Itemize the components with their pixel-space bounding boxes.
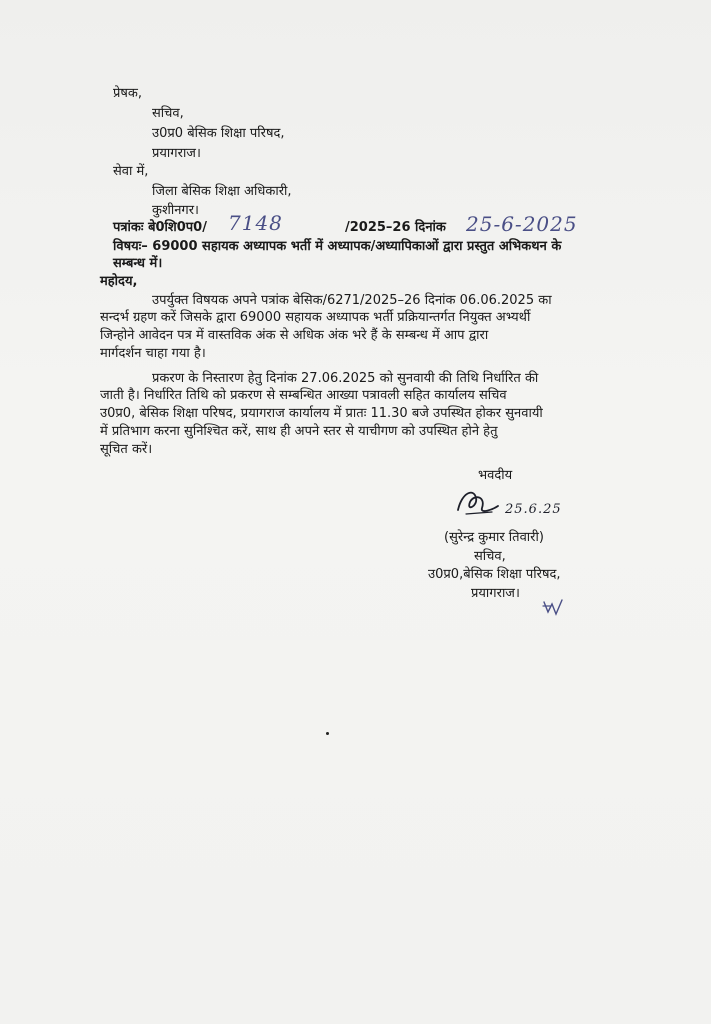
signature-scribble xyxy=(452,484,512,524)
signature-date-handwritten: 25.6.25 xyxy=(505,502,562,517)
para1-line-2: सन्दर्भ ग्रहण करें जिसके द्वारा 69000 सहायक अध्यापक भर्ती प्रक्रियान्तर्गत नियुक्त अभ्यर्थी xyxy=(100,310,531,325)
subject-line-2: सम्बन्ध में। xyxy=(113,256,163,271)
reference-prefix: पत्रांकः बे0शि0प0/ xyxy=(113,220,207,235)
para2-line-1: प्रकरण के निस्तारण हेतु दिनांक 27.06.2025 को सुनवायी की तिथि निर्धारित की xyxy=(152,371,539,386)
sender-designation: सचिव, xyxy=(152,106,184,121)
para2-line-5: सूचित करें। xyxy=(100,442,153,457)
signatory-title: सचिव, xyxy=(474,549,506,564)
initials-mark xyxy=(540,596,570,620)
para1-line-4: मार्गदर्शन चाहा गया है। xyxy=(100,346,206,361)
sender-label: प्रेषक, xyxy=(113,86,143,101)
para1-line-3: जिन्होने आवेदन पत्र में वास्तविक अंक से अधिक अंक भरे हैं के सम्बन्ध में आप द्वारा xyxy=(100,328,489,343)
sender-city: प्रयागराज। xyxy=(152,146,201,161)
reference-date-handwritten: 25-6-2025 xyxy=(466,212,578,236)
para2-line-2: जाती है। निर्धारित तिथि को प्रकरण से सम्बन्धित आख्या पत्रावली सहित कार्यालय सचिव xyxy=(100,388,507,403)
recipient-designation: जिला बेसिक शिक्षा अधिकारी, xyxy=(152,184,292,199)
closing: भवदीय xyxy=(478,468,513,483)
para2-line-4: में प्रतिभाग करना सुनिश्चित करें, साथ ही अपने स्तर से याचीगण को उपस्थित होने हेतु xyxy=(100,424,498,439)
signatory-city: प्रयागराज। xyxy=(471,586,520,601)
salutation: महोदय, xyxy=(100,274,138,289)
signatory-organization: उ0प्र0,बेसिक शिक्षा परिषद, xyxy=(428,567,561,582)
reference-number-handwritten: 7148 xyxy=(228,211,283,235)
recipient-label: सेवा में, xyxy=(113,164,149,179)
para1-line-1: उपर्युक्त विषयक अपने पत्रांक बेसिक/6271/2025–26 दिनांक 06.06.2025 का xyxy=(152,293,552,308)
recipient-district: कुशीनगर। xyxy=(152,203,199,218)
sender-organization: उ0प्र0 बेसिक शिक्षा परिषद, xyxy=(152,126,285,141)
para2-line-3: उ0प्र0, बेसिक शिक्षा परिषद, प्रयागराज कार्यालय में प्रातः 11.30 बजे उपस्थित होकर सुनवायी xyxy=(100,406,543,421)
stray-dot xyxy=(326,732,329,735)
signatory-name: (सुरेन्द्र कुमार तिवारी) xyxy=(444,530,544,545)
reference-year-label: /2025–26 दिनांक xyxy=(345,220,446,235)
subject-line-1: विषयः– 69000 सहायक अध्यापक भर्ती में अध्यापक/अध्यापिकाओं द्वारा प्रस्तुत अभिकथन के xyxy=(113,239,562,254)
